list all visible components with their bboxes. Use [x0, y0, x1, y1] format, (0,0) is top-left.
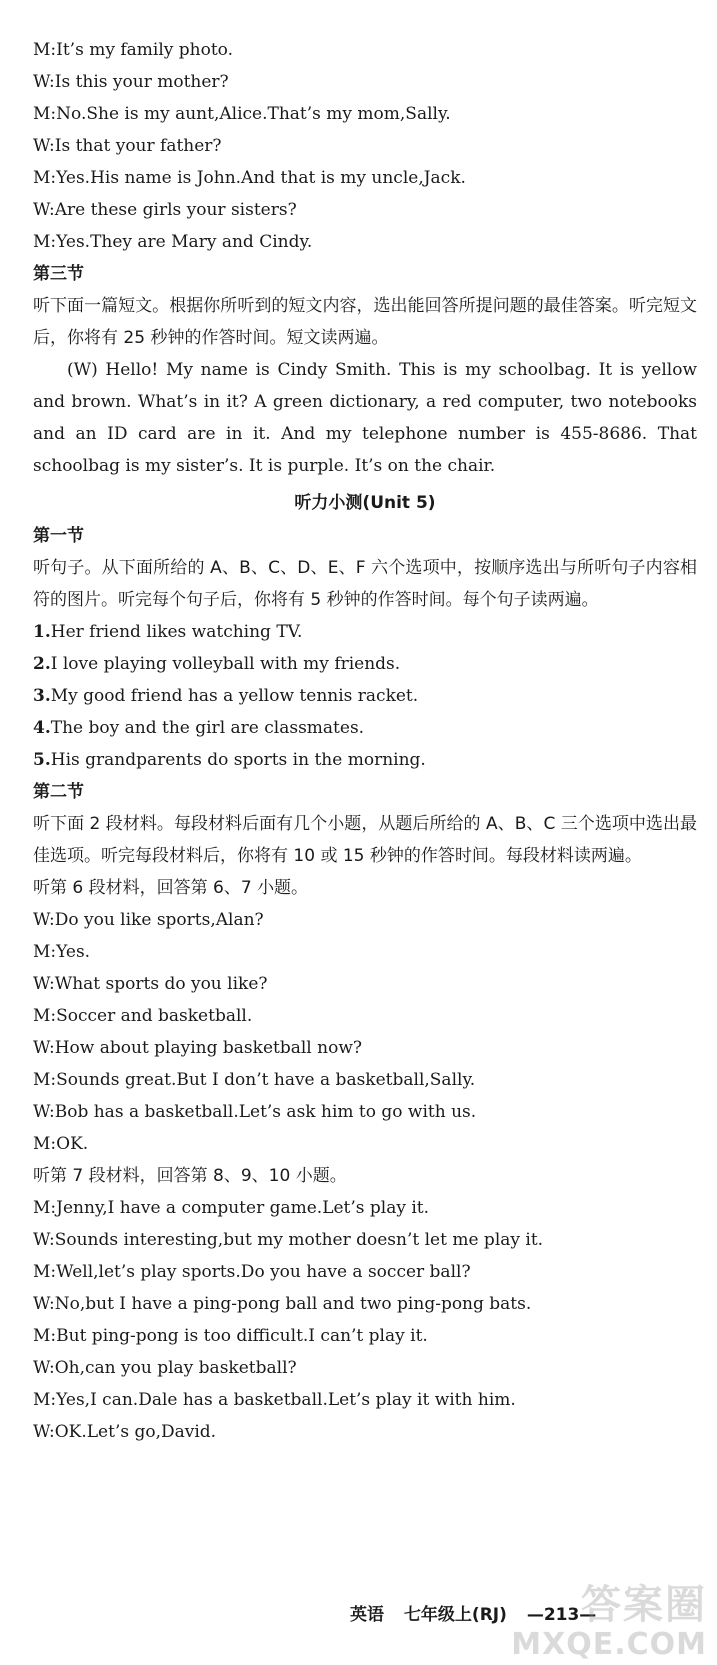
part-2-instruction: 听下面 2 段材料。每段材料后面有几个小题，从题后所给的 A、B、C 三个选项中选出最佳选项。听完每段材料后，你将有 10 或 15 秒钟的作答时间。每段材料读两遍。 [33, 814, 697, 866]
dialog-line: M:Sounds great.But I don’t have a basketball,Sally. [33, 1070, 476, 1090]
section-3-heading: 第三节 [33, 264, 84, 284]
dialog-line: M:Yes,I can.Dale has a basketball.Let’s play it with him. [33, 1390, 516, 1410]
dialog-line: W:How about playing basketball now? [33, 1038, 362, 1058]
dialog-line: M:Jenny,I have a computer game.Let’s play it. [33, 1198, 430, 1218]
dialog-line: W:Is this your mother? [33, 72, 229, 92]
item-text: Her friend likes watching TV. [50, 622, 303, 642]
dialog-line: M:Yes. [33, 942, 91, 962]
item-text: My good friend has a yellow tennis racket. [50, 686, 419, 706]
dialog-line: W:Is that your father? [33, 136, 222, 156]
list-item [33, 616, 697, 648]
list-item [33, 712, 697, 744]
page-content [33, 34, 697, 1448]
item-text: I love playing volleyball with my friends. [50, 654, 401, 674]
item-number: 3. [33, 686, 51, 706]
item-number: 4. [33, 718, 51, 738]
footer-subject: 英语 [350, 1605, 384, 1625]
dialog-line: W:OK.Let’s go,David. [33, 1422, 217, 1442]
item-number: 5. [33, 750, 51, 770]
item-text: His grandparents do sports in the morning. [50, 750, 426, 770]
dialog-line: M:No.She is my aunt,Alice.That’s my mom,Sally. [33, 104, 451, 124]
dialog-6 [33, 904, 697, 1160]
dialog-line: M:Yes.They are Mary and Cindy. [33, 232, 313, 252]
dialog-line: W:Sounds interesting,but my mother doesn’t let me play it. [33, 1230, 544, 1250]
item-text: The boy and the girl are classmates. [50, 718, 365, 738]
footer-grade: 七年级上(RJ) [403, 1605, 507, 1625]
material-6-label: 听第 6 段材料，回答第 6、7 小题。 [33, 878, 309, 898]
dialog-line: M:But ping-pong is too difficult.I can’t play it. [33, 1326, 428, 1346]
dialog-line: W:Oh,can you play basketball? [33, 1358, 297, 1378]
part-2-heading: 第二节 [33, 782, 84, 802]
part-1-instruction: 听句子。从下面所给的 A、B、C、D、E、F 六个选项中，按顺序选出与所听句子内容相符的图片。听完每个句子后，你将有 5 秒钟的作答时间。每个句子读两遍。 [33, 558, 697, 610]
part-1-heading: 第一节 [33, 526, 84, 546]
section-3-instruction: 听下面一篇短文。根据你所听到的短文内容，选出能回答所提问题的最佳答案。听完短文后，你将有 25 秒钟的作答时间。短文读两遍。 [33, 296, 697, 348]
dialog-line: W:Bob has a basketball.Let’s ask him to go with us. [33, 1102, 477, 1122]
list-item [33, 680, 697, 712]
item-number: 1. [33, 622, 51, 642]
list-item [33, 648, 697, 680]
unit-title: 听力小测(Unit 5) [294, 493, 436, 513]
dialog-line: M:Well,let’s play sports.Do you have a soccer ball? [33, 1262, 471, 1282]
page-number: —213— [526, 1605, 597, 1625]
section-3-passage: (W) Hello! My name is Cindy Smith. This is my schoolbag. It is yellow and brown. What’s in it? A green dictionary, a red computer, two notebooks and an ID card are in it. And my telephone number is 455-8686. That schoolbag is my sister’s. It is purple. It’s on the chair. [33, 360, 697, 476]
list-item [33, 744, 697, 776]
item-number: 2. [33, 654, 51, 674]
dialog-line: W:What sports do you like? [33, 974, 268, 994]
dialog-line: M:It’s my family photo. [33, 40, 234, 60]
watermark-line-1: 答案圈 [581, 1582, 707, 1628]
dialog-line: W:No,but I have a ping-pong ball and two ping-pong bats. [33, 1294, 532, 1314]
watermark-line-2: MXQE.COM [511, 1627, 707, 1662]
dialog-line: M:OK. [33, 1134, 89, 1154]
dialog-line: W:Do you like sports,Alan? [33, 910, 264, 930]
material-7-label: 听第 7 段材料，回答第 8、9、10 小题。 [33, 1166, 347, 1186]
dialog-line: M:Yes.His name is John.And that is my uncle,Jack. [33, 168, 466, 188]
dialog-7 [33, 1192, 697, 1448]
dialog-line: M:Soccer and basketball. [33, 1006, 253, 1026]
sentence-list [33, 616, 697, 776]
watermark-logo [511, 1582, 707, 1665]
dialog-line: W:Are these girls your sisters? [33, 200, 297, 220]
dialog-1 [33, 34, 697, 258]
